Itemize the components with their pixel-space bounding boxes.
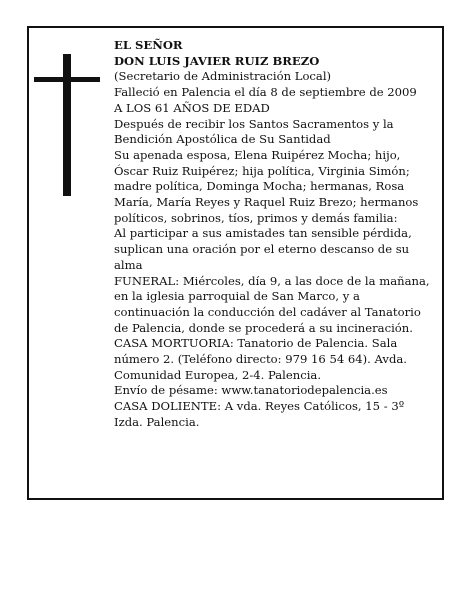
- death-notice: Falleció en Palencia el día 8 de septiembre de 2009: [114, 85, 417, 100]
- mortuary-info: CASA MORTUORIA: Tanatorio de Palencia. Sala número 2. (Teléfono directo: 979 16 54 64). Avda. Comunidad Europea, 2-4. Palencia.: [114, 336, 407, 382]
- sacraments-text: Después de recibir los Santos Sacramentos y la Bendición Apostólica de Su Santidad: [114, 116, 394, 147]
- funeral-info: FUNERAL: Miércoles, día 9, a las doce de la mañana, en la iglesia parroquial de San Marco, y a continuación la conducción del cadáver al Tanatorio de Palencia, donde se procederá a su incineración.: [114, 273, 430, 335]
- age: A LOS 61 AÑOS DE EDAD: [114, 100, 270, 115]
- cross-horizontal-bar: [34, 77, 100, 82]
- condolences-link: Envío de pésame: www.tanatoriodepalencia.es: [114, 383, 388, 398]
- obituary-text: [114, 38, 432, 431]
- mourning-house: CASA DOLIENTE: A vda. Reyes Católicos, 15 - 3º Izda. Palencia.: [114, 399, 405, 429]
- deceased-name: DON LUIS JAVIER RUIZ BREZO: [114, 53, 320, 68]
- position: (Secretario de Administración Local): [114, 69, 332, 84]
- prayer-request: Al participar a sus amistades tan sensible pérdida, suplican una oración por el eterno descanso de su alma: [114, 226, 412, 272]
- heading: EL SEÑOR: [114, 38, 183, 52]
- family-list: Su apenada esposa, Elena Ruipérez Mocha; hijo, Óscar Ruiz Ruipérez; hija política, Virginia Simón; madre política, Dominga Mocha; hermanas, Rosa María, María Reyes y Raquel Ruiz Brezo; hermanos políticos, sobrinos, tíos, primos y demás familia:: [114, 147, 419, 225]
- cross-vertical-bar: [63, 54, 71, 196]
